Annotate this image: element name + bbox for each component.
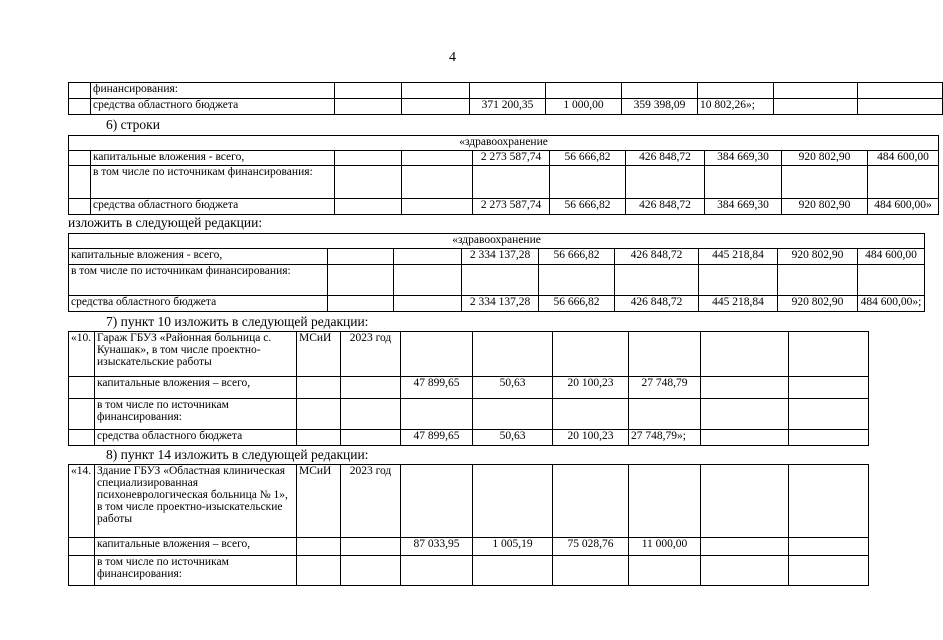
row-label: в том числе по источникам финансирования: — [95, 556, 297, 586]
value-cell: 10 802,26»; — [698, 99, 774, 115]
value-cell: 50,63 — [473, 377, 553, 399]
row-label: в том числе по источникам финансирования: — [69, 265, 328, 296]
item-name: Здание ГБУЗ «Областная клиническая специализированная психоневрологическая больница № 1», в том числе проектно-изыскательские работы — [95, 465, 297, 538]
row-label: капитальные вложения – всего, — [95, 538, 297, 556]
row-label: средства областного бюджета — [91, 99, 335, 115]
value-cell: 426 848,72 — [626, 151, 705, 166]
item-number: «10. — [69, 332, 95, 377]
table-row — [69, 99, 943, 115]
item-number: «14. — [69, 465, 95, 538]
value-cell: 920 802,90 — [778, 296, 858, 312]
value-cell: 20 100,23 — [553, 377, 629, 399]
value-cell: 920 802,90 — [782, 199, 868, 215]
table-row — [69, 430, 869, 446]
value-cell: 371 200,35 — [470, 99, 546, 115]
replace-heading: изложить в следующей редакции: — [68, 215, 263, 230]
table-lines-new — [68, 233, 925, 312]
value-cell: 445 218,84 — [699, 249, 778, 265]
value-cell: 426 848,72 — [615, 249, 699, 265]
value-cell: 75 028,76 — [553, 538, 629, 556]
row-label: капитальные вложения - всего, — [69, 249, 328, 265]
table-row — [69, 399, 869, 430]
value-cell: 484 600,00»; — [858, 296, 925, 312]
customer-cell: МСиИ — [297, 465, 341, 538]
table-row — [69, 296, 925, 312]
page-number: 4 — [449, 50, 456, 65]
table-row — [69, 538, 869, 556]
table-row — [69, 136, 939, 151]
table-row — [69, 465, 869, 538]
table-row — [69, 249, 925, 265]
section-heading-8: 8) пункт 14 изложить в следующей редакции: — [106, 447, 369, 462]
row-label: средства областного бюджета — [69, 296, 328, 312]
value-cell: 359 398,09 — [622, 99, 698, 115]
value-cell: 484 600,00» — [868, 199, 939, 215]
row-label: в том числе по источникам финансирования: — [95, 399, 297, 430]
table-row — [69, 377, 869, 399]
value-cell: 384 669,30 — [705, 151, 782, 166]
value-cell: 20 100,23 — [553, 430, 629, 446]
value-cell: 2 273 587,74 — [473, 151, 550, 166]
row-label: в том числе по источникам финансирования: — [91, 166, 335, 199]
table-row — [69, 151, 939, 166]
value-cell: 47 899,65 — [401, 430, 473, 446]
section-header: «здравоохранение — [69, 234, 925, 249]
value-cell: 50,63 — [473, 430, 553, 446]
value-cell: 87 033,95 — [401, 538, 473, 556]
item-name: Гараж ГБУЗ «Районная больница с. Кунашак», в том числе проектно-изыскательские работы — [95, 332, 297, 377]
value-cell: 56 666,82 — [539, 296, 615, 312]
value-cell: 2 334 137,28 — [462, 249, 539, 265]
value-cell: 384 669,30 — [705, 199, 782, 215]
value-cell: 484 600,00 — [858, 249, 925, 265]
table-lines-original — [68, 135, 939, 215]
value-cell: 2 334 137,28 — [462, 296, 539, 312]
value-cell: 484 600,00 — [868, 151, 939, 166]
year-cell: 2023 год — [341, 465, 401, 538]
table-item-14 — [68, 464, 869, 586]
table-row — [69, 234, 925, 249]
year-cell: 2023 год — [341, 332, 401, 377]
value-cell: 47 899,65 — [401, 377, 473, 399]
table-funding-continuation — [68, 82, 943, 115]
value-cell: 56 666,82 — [550, 199, 626, 215]
section-header: «здравоохранение — [69, 136, 939, 151]
row-label: средства областного бюджета — [91, 199, 335, 215]
table-row — [69, 199, 939, 215]
value-cell: 920 802,90 — [778, 249, 858, 265]
value-cell: 27 748,79»; — [629, 430, 701, 446]
table-row — [69, 265, 925, 296]
value-cell: 27 748,79 — [629, 377, 701, 399]
table-row — [69, 166, 939, 199]
value-cell: 920 802,90 — [782, 151, 868, 166]
row-label: капитальные вложения – всего, — [95, 377, 297, 399]
value-cell: 56 666,82 — [550, 151, 626, 166]
row-label: капитальные вложения - всего, — [91, 151, 335, 166]
table-row — [69, 556, 869, 586]
value-cell: 426 848,72 — [626, 199, 705, 215]
customer-cell: МСиИ — [297, 332, 341, 377]
value-cell: 11 000,00 — [629, 538, 701, 556]
table-row — [69, 83, 943, 99]
section-heading-6: 6) строки — [106, 117, 160, 132]
row-label: средства областного бюджета — [95, 430, 297, 446]
table-item-10 — [68, 331, 869, 446]
value-cell: 445 218,84 — [699, 296, 778, 312]
value-cell: 1 005,19 — [473, 538, 553, 556]
value-cell: 426 848,72 — [615, 296, 699, 312]
value-cell: 2 273 587,74 — [473, 199, 550, 215]
value-cell: 56 666,82 — [539, 249, 615, 265]
row-label: финансирования: — [91, 83, 335, 99]
table-row — [69, 332, 869, 377]
value-cell: 1 000,00 — [546, 99, 622, 115]
section-heading-7: 7) пункт 10 изложить в следующей редакции: — [106, 314, 369, 329]
